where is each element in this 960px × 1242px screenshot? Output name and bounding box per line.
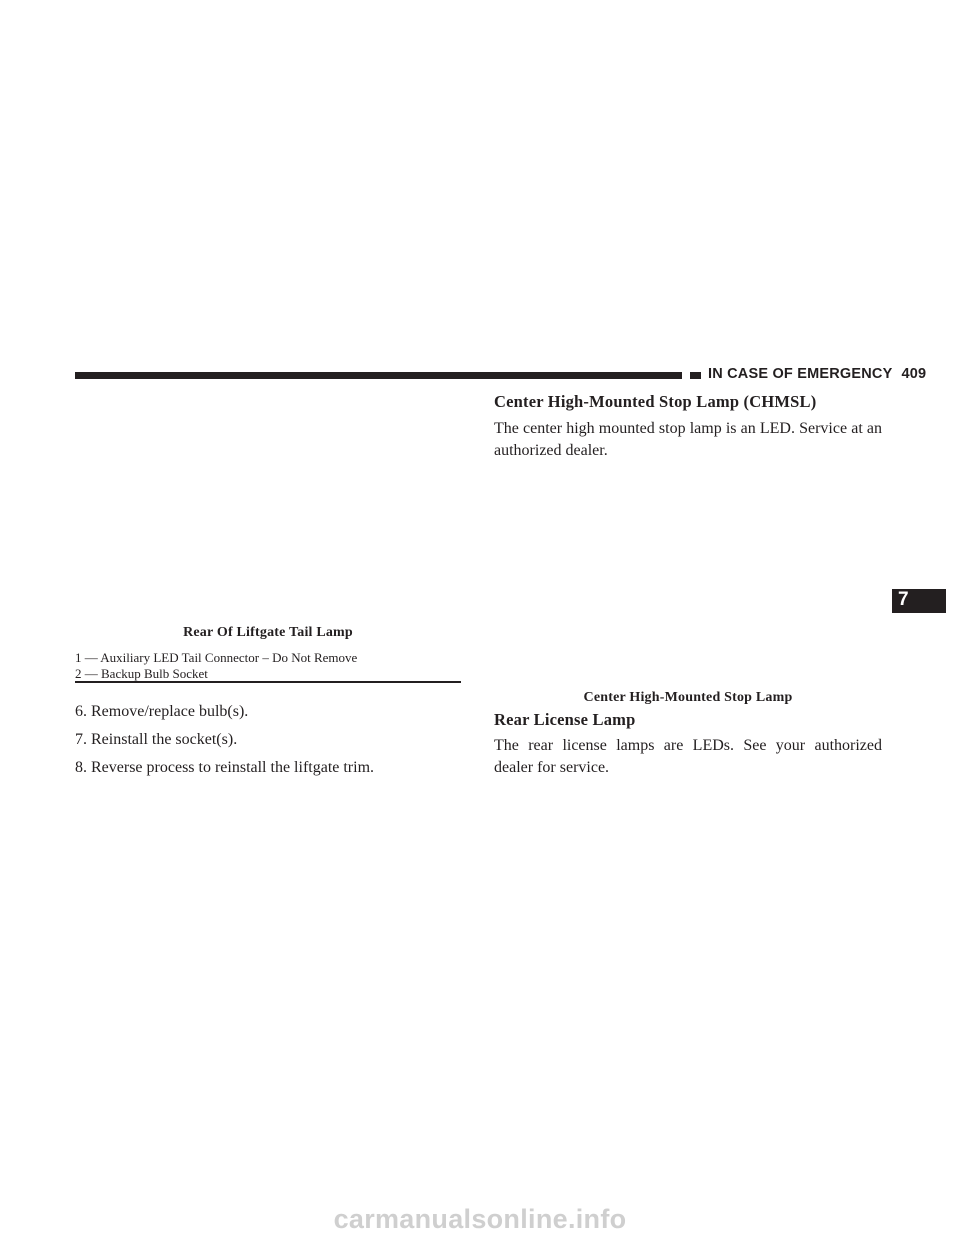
legend-item: 1 — Auxiliary LED Tail Connector – Do Not Remove [75,650,358,665]
paragraph-rear-license-lamp: The rear license lamps are LEDs. See your authorized dealer for service. [494,737,882,776]
paragraph-chmsl: The center high mounted stop lamp is an LED. Service at an authorized dealer. [494,420,882,459]
chapter-number: 7 [898,589,909,610]
figure-caption-chmsl: Center High-Mounted Stop Lamp [583,690,793,705]
step-item: 8. Reverse process to reinstall the liftgate trim. [75,759,375,776]
heading-chmsl: Center High-Mounted Stop Lamp (CHMSL) [494,392,817,411]
legend-item: 2 — Backup Bulb Socket [75,666,208,681]
step-item: 6. Remove/replace bulb(s). [75,703,249,720]
running-header [708,366,926,382]
figure-caption-tail-lamp: Rear Of Liftgate Tail Lamp [183,625,353,640]
section-title: IN CASE OF EMERGENCY [708,366,893,382]
figure-legend [75,650,357,682]
header-rule [75,372,682,379]
watermark: carmanualsonline.info [333,1204,627,1234]
heading-rear-license-lamp: Rear License Lamp [494,710,636,729]
header-block [690,372,701,379]
page-number: 409 [901,366,927,382]
step-item: 7. Reinstall the socket(s). [75,731,238,748]
legend-divider [75,681,461,683]
chapter-tab [892,589,946,613]
